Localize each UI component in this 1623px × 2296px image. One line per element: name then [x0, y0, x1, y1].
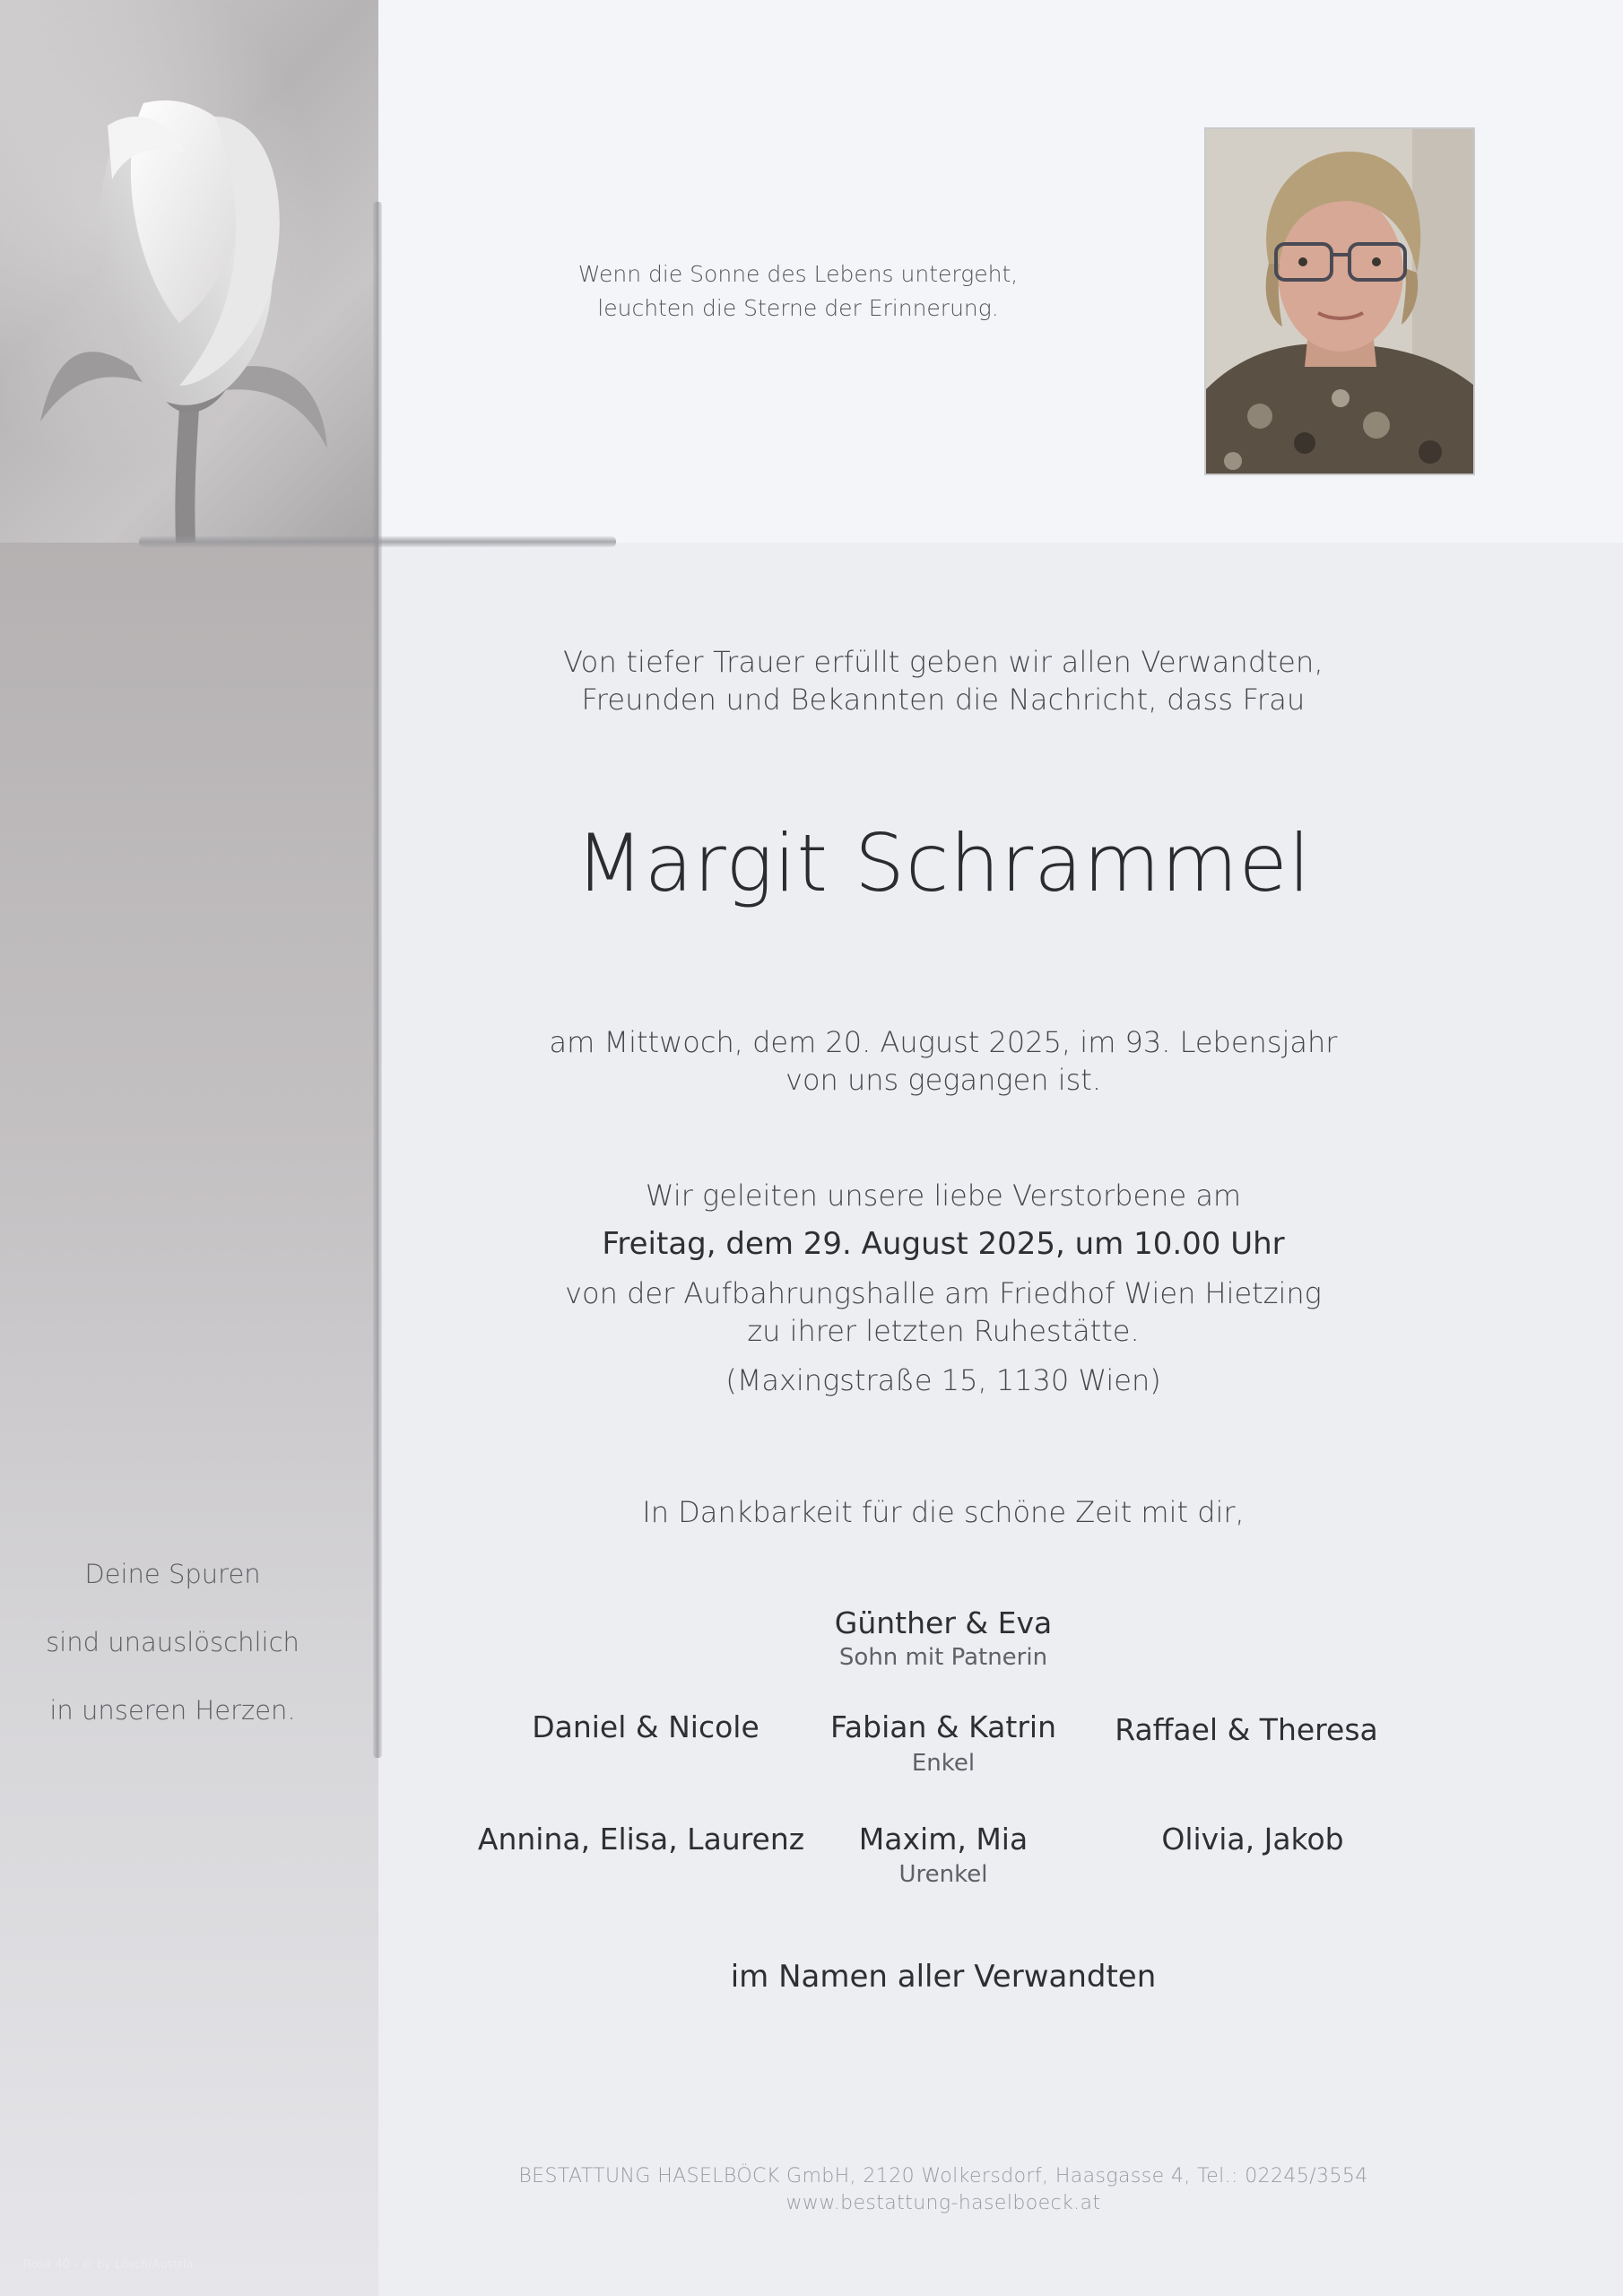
family-son-names: Günther & Eva — [834, 1605, 1053, 1640]
sidebar-quote-line-1: Deine Spuren — [84, 1559, 261, 1589]
family-grandchildren-role: Enkel — [911, 1750, 976, 1777]
funeral-date: Freitag, dem 29. August 2025, um 10.00 Uhr — [602, 1226, 1285, 1262]
closing-line: im Namen aller Verwandten — [730, 1959, 1157, 1995]
death-line-2: von uns gegangen ist. — [785, 1063, 1101, 1097]
gratitude-line: In Dankbarkeit für die schöne Zeit mit dir, — [642, 1495, 1245, 1529]
sidebar-quote-line-3: in unseren Herzen. — [49, 1695, 296, 1726]
family-son-role: Sohn mit Patnerin — [838, 1644, 1048, 1671]
portrait-photo — [1204, 127, 1475, 475]
family-great-grandchildren-left: Annina, Elisa, Laurenz — [477, 1822, 805, 1857]
intro-line-2: Freunden und Bekannten die Nachricht, dass Frau — [581, 683, 1306, 717]
hall-line-1: von der Aufbahrungshalle am Friedhof Wien Hietzing — [565, 1276, 1322, 1310]
footer-company: BESTATTUNG HASELBÖCK GmbH, 2120 Wolkersdorf, Haasgasse 4, Tel.: 02245/3554 — [518, 2165, 1368, 2187]
funeral-location — [378, 1274, 1508, 1350]
intro-line-1: Von tiefer Trauer erfüllt geben wir allen Verwandten, — [563, 645, 1324, 679]
footer-website: www.bestattung-haselboeck.at — [785, 2192, 1101, 2214]
opening-quote-line-2: leuchten die Sterne der Erinnerung. — [597, 295, 999, 321]
announcement-intro — [378, 643, 1508, 718]
cross-horizontal-bar — [139, 536, 616, 547]
family-great-grandchildren-right: Olivia, Jakob — [1161, 1822, 1344, 1857]
opening-quote — [529, 257, 1067, 326]
family-grandchildren-center: Fabian & Katrin — [829, 1709, 1056, 1744]
deceased-name: Margit Schrammel — [575, 817, 1312, 909]
death-line-1: am Mittwoch, dem 20. August 2025, im 93. Lebensjahr — [549, 1025, 1338, 1059]
family-great-grandchildren-center: Maxim, Mia — [858, 1822, 1028, 1857]
image-credit: Rose 40 - © by Lösch/Austria — [23, 2258, 194, 2272]
sidebar-quote-line-2: sind unauslöschlich — [46, 1627, 299, 1657]
death-statement — [378, 1023, 1508, 1099]
family-grandchildren-right: Raffael & Theresa — [1115, 1712, 1378, 1747]
funeral-address: (Maxingstraße 15, 1130 Wien) — [725, 1363, 1161, 1397]
hall-line-2: zu ihrer letzten Ruhestätte. — [747, 1314, 1140, 1348]
family-great-grandchildren-role: Urenkel — [898, 1861, 988, 1888]
sidebar-background — [0, 543, 378, 2296]
opening-quote-line-1: Wenn die Sonne des Lebens untergeht, — [577, 261, 1019, 287]
escort-line: Wir geleiten unsere liebe Verstorbene am — [645, 1178, 1242, 1213]
footer — [378, 2163, 1508, 2217]
rose-image — [0, 0, 378, 543]
family-grandchildren-left: Daniel & Nicole — [532, 1709, 759, 1744]
